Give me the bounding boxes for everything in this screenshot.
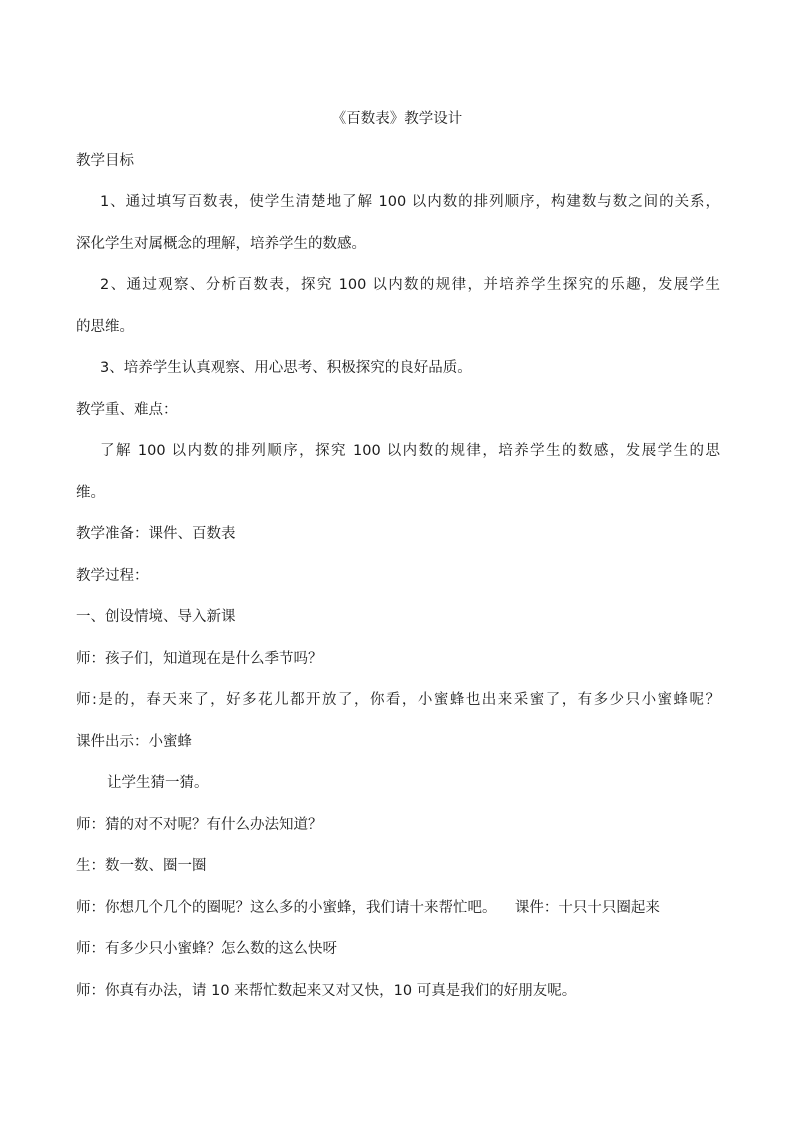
dialogue-line: 师：你真有办法，请 10 来帮忙数起来又对又快，10 可真是我们的好朋友呢。 — [76, 983, 577, 999]
key-points-heading: 教学重、难点： — [76, 402, 178, 418]
document-title: 《百数表》教学设计 — [331, 111, 463, 127]
section-1-heading: 一、创设情境、导入新课 — [76, 609, 236, 625]
dialogue-line: 师：你想几个几个的圈呢？这么多的小蜜蜂，我们请十来帮忙吧。 课件：十只十只圈起来 — [76, 900, 660, 916]
key-points-line-2: 维。 — [76, 485, 105, 501]
objective-1-line-1: 1、通过填写百数表，使学生清楚地了解 100 以内数的排列顺序，构建数与数之间的关系， — [100, 194, 720, 210]
objective-2-line-1: 2、通过观察、分析百数表，探究 100 以内数的规律，并培养学生探究的乐趣，发展学生 — [100, 277, 720, 293]
dialogue-line: 师：猜的对不对呢？有什么办法知道？ — [76, 817, 323, 833]
dialogue-line: 生：数一数、圈一圈 — [76, 858, 207, 874]
dialogue-line: 师：有多少只小蜜蜂？怎么数的这么快呀 — [76, 941, 337, 957]
objective-2-line-2: 的思维。 — [76, 319, 134, 335]
dialogue-line: 让学生猜一猜。 — [107, 775, 209, 791]
dialogue-line: 课件出示：小蜜蜂 — [76, 734, 192, 750]
key-points-line-1: 了解 100 以内数的排列顺序，探究 100 以内数的规律，培养学生的数感，发展学生的思 — [100, 443, 720, 459]
objectives-heading: 教学目标 — [76, 153, 134, 169]
process-heading: 教学过程： — [76, 568, 149, 584]
dialogue-line: 师:是的，春天来了，好多花儿都开放了，你看，小蜜蜂也出来采蜜了，有多少只小蜜蜂呢？ — [76, 692, 720, 708]
teaching-preparation: 教学准备：课件、百数表 — [76, 526, 236, 542]
objective-3: 3、培养学生认真观察、用心思考、积极探究的良好品质。 — [100, 360, 472, 376]
dialogue-line: 师：孩子们，知道现在是什么季节吗？ — [76, 651, 323, 667]
objective-1-line-2: 深化学生对属概念的理解，培养学生的数感。 — [76, 236, 366, 252]
